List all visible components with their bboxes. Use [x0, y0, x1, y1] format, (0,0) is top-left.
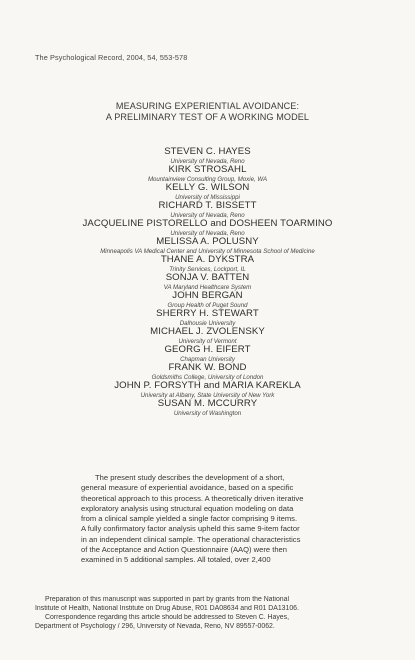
article-title	[0, 101, 415, 124]
abstract-line: A fully confirmatory factor analysis upheld this same 9-item factor	[81, 524, 300, 534]
author-entry	[0, 237, 415, 255]
author-affiliation: Chapman University	[180, 355, 235, 363]
author-entry	[0, 201, 415, 219]
author-entry	[0, 327, 415, 345]
abstract-line: theoretical approach to this process. A theoretically driven iterative	[81, 493, 304, 503]
author-name: JACQUELINE PISTORELLO and DOSHEEN TOARMINO	[82, 219, 333, 229]
author-name: GEORG H. EIFERT	[164, 345, 251, 355]
abstract-line: exploratory analysis using structural equation modeling on data	[81, 503, 294, 513]
author-affiliation: Trinity Services, Lockport, IL	[169, 265, 246, 273]
author-name: KELLY G. WILSON	[165, 183, 250, 193]
footnote-line: Institute of Health, National Institute on Drug Abuse, R01 DA08634 and R01 DA13106.	[35, 604, 299, 612]
author-affiliation: University of Washington	[173, 409, 242, 417]
abstract-line: examined in 5 additional samples. All totaled, over 2,400	[81, 555, 271, 565]
author-entry	[0, 219, 415, 237]
title-line-1: MEASURING EXPERIENTIAL AVOIDANCE:	[115, 101, 300, 111]
author-name: JOHN BERGAN	[172, 291, 243, 301]
author-affiliation: University at Albany, State University of New York	[140, 391, 275, 399]
journal-citation: The Psychological Record, 2004, 54, 553-578	[35, 53, 188, 62]
footnote-line: Preparation of this manuscript was supported in part by grants from the National	[45, 596, 289, 603]
author-entry	[0, 381, 415, 399]
author-affiliation: Group Health of Puget Sound	[167, 301, 248, 309]
author-affiliation: Goldsmiths College, University of London	[151, 373, 264, 381]
author-name: JOHN P. FORSYTH and MARIA KAREKLA	[114, 381, 301, 391]
author-name: SONJA V. BATTEN	[165, 273, 250, 283]
abstract-line: The present study describes the development of a short,	[95, 473, 285, 482]
author-name: MELISSA A. POLUSNY	[156, 237, 259, 247]
abstract-line: general measure of experiential avoidance, based on a specific	[81, 483, 294, 493]
footnotes	[35, 596, 380, 632]
author-affiliation: Minneapolis VA Medical Center and University of Minnesota School of Medicine	[100, 247, 315, 255]
author-affiliation: Dalhousie University	[179, 319, 236, 327]
abstract	[81, 473, 336, 566]
author-name: STEVEN C. HAYES	[164, 147, 251, 157]
title-line-2: A PRELIMINARY TEST OF A WORKING MODEL	[105, 112, 310, 123]
author-affiliation: University of Nevada, Reno	[170, 229, 245, 237]
author-name: MICHAEL J. ZVOLENSKY	[150, 327, 265, 337]
author-entry	[0, 273, 415, 291]
author-name: SHERRY H. STEWART	[156, 309, 259, 319]
author-affiliation: University of Vermont	[178, 337, 237, 345]
author-name: SUSAN M. MCCURRY	[157, 399, 258, 409]
author-affiliation: VA Maryland Healthcare System	[163, 283, 252, 291]
author-entry	[0, 399, 415, 417]
footnote-line: Department of Psychology / 296, University of Nevada, Reno, NV 89557-0062.	[35, 622, 275, 630]
author-entry	[0, 291, 415, 309]
author-affiliation: University of Nevada, Reno	[170, 211, 245, 219]
author-entry	[0, 255, 415, 273]
abstract-line: in an independent clinical sample. The operational characteristics	[81, 534, 301, 544]
author-entry	[0, 309, 415, 327]
author-affiliation: Mountainview Consulting Group, Moxie, WA	[147, 175, 268, 183]
author-entry	[0, 165, 415, 183]
author-affiliation: University of Nevada, Reno	[170, 157, 245, 165]
footnote-line: Correspondence regarding this article should be addressed to Steven C. Hayes,	[45, 613, 289, 621]
author-affiliation: University of Mississippi	[175, 193, 240, 201]
author-name: THANE A. DYKSTRA	[160, 255, 255, 265]
author-name: RICHARD T. BISSETT	[158, 201, 257, 211]
author-list	[0, 147, 415, 417]
author-entry	[0, 147, 415, 165]
author-entry	[0, 363, 415, 381]
abstract-line: from a clinical sample yielded a single factor comprising 9 items.	[81, 514, 298, 524]
abstract-line: of the Acceptance and Action Questionnaire (AAQ) were then	[81, 545, 287, 555]
author-name: KIRK STROSAHL	[168, 165, 247, 175]
author-entry	[0, 345, 415, 363]
author-name: FRANK W. BOND	[168, 363, 247, 373]
author-entry	[0, 183, 415, 201]
